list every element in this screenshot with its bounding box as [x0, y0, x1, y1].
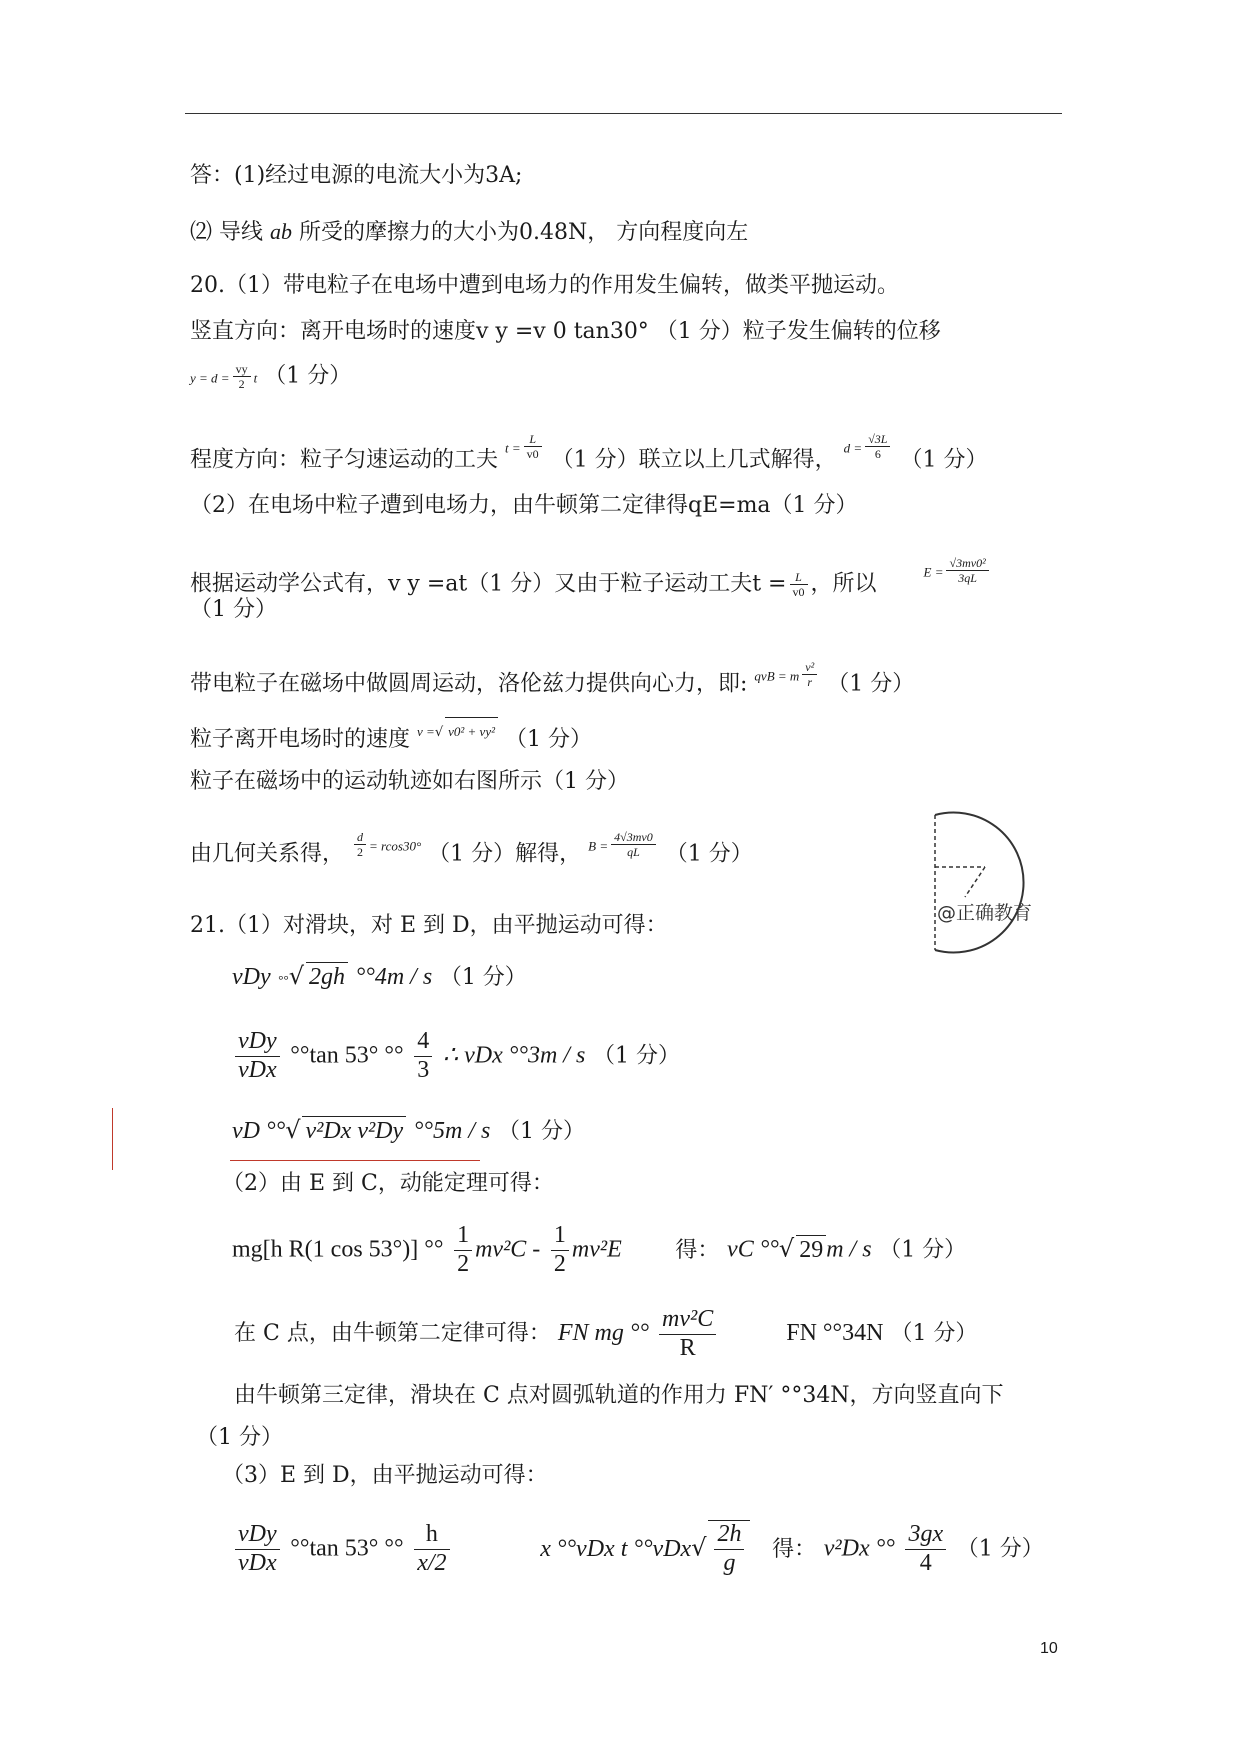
y-eq-den: 2: [238, 377, 245, 391]
y-eq-t: t: [253, 370, 258, 386]
q21-part3: （3）E 到 D，由平抛运动可得：: [222, 1463, 548, 1488]
kin-num: L: [790, 570, 808, 585]
eq4-m2: mv²E: [571, 1236, 622, 1263]
eq2-den: vDx: [238, 1056, 277, 1083]
eq7-res: v²Dx °°: [823, 1535, 895, 1562]
t-eq: [505, 432, 545, 463]
B-eq-fraction: [611, 830, 656, 859]
eq5-num: mv²C: [659, 1306, 716, 1335]
wire-ab: ab: [270, 219, 292, 244]
geo-eq-den: 2: [357, 845, 364, 859]
mag-eq-lhs: qvB = m: [754, 668, 800, 684]
horiz-text-c: （1 分）: [900, 447, 988, 473]
eq4-unit: m / s: [826, 1236, 872, 1263]
eq4-n2: 1: [551, 1222, 569, 1251]
E-eq-fraction: [946, 556, 988, 585]
eq7-root-num: 2h: [714, 1521, 744, 1550]
q20-kinematics: [190, 556, 992, 599]
d-eq-lhs: d =: [843, 440, 863, 456]
horiz-text-b: （1 分）联立以上几式解得，: [551, 447, 837, 473]
q20-displacement: [190, 362, 351, 393]
eq4-half-1: [454, 1222, 472, 1278]
B-eq: [588, 830, 659, 861]
kin-score: （1 分）: [190, 597, 277, 622]
answer-line-2a: ⑵ 导线: [190, 220, 263, 245]
geo-eq-rhs: = rcos30°: [369, 838, 422, 854]
eq1-rhs: °°4m / s: [355, 964, 433, 990]
eq2-ratio-num: 4: [414, 1028, 432, 1057]
vel-text: 粒子离开电场时的速度: [190, 727, 411, 752]
vel-eq: v =√ v0² + vy²: [417, 716, 498, 747]
q21-eq1: vDy °°√ 2gh °°4m / s （1 分）: [232, 962, 527, 990]
q20-vertical: 竖直方向：离开电场时的速度v y =v 0 tan30° （1 分）粒子发生偏转的位移: [190, 319, 941, 344]
y-eq-score: （1 分）: [264, 363, 352, 389]
q21-eq5: [234, 1306, 977, 1362]
eq4-radicand: 29: [796, 1235, 826, 1264]
geo-score: （1 分）: [665, 841, 753, 867]
geo-text-a: 由几何关系得，: [190, 841, 345, 867]
d-eq-num: √3L: [865, 432, 890, 447]
eq5-res: FN °°34N: [786, 1320, 884, 1347]
eq7-get: 得：: [772, 1536, 817, 1562]
eq5-score: （1 分）: [890, 1321, 978, 1347]
eq7-radical: [708, 1520, 750, 1577]
vel-eq-lhs: v =: [417, 724, 435, 739]
eq4-score: （1 分）: [879, 1237, 967, 1263]
eq4-lhs: mg[h R(1 cos 53°)] °°: [232, 1236, 444, 1263]
header-rule: [185, 113, 1062, 114]
q20-horizontal: [190, 432, 987, 475]
mag-eq-fraction: [802, 660, 817, 689]
eq7-res-num: 3gx: [905, 1521, 946, 1550]
q20-heading: 20.（1）带电粒子在电场中遭到电场力的作用发生偏转，做类平抛运动。: [190, 273, 899, 298]
eq4-m1: mv²C -: [475, 1236, 541, 1263]
eq5-den: R: [679, 1334, 696, 1361]
eq4-get: 得：: [675, 1237, 720, 1263]
B-eq-den: qL: [627, 845, 640, 859]
eq7-num: vDy: [235, 1521, 280, 1550]
kin-fraction: [790, 570, 808, 599]
radius-line-2: [965, 867, 985, 897]
eq7-ratio: [414, 1521, 449, 1577]
geo-eq-num: d: [354, 830, 366, 845]
mag-eq: [754, 660, 820, 691]
eq7-ratio-num: h: [414, 1521, 449, 1550]
trajectory-figure: [925, 805, 1060, 955]
q20-velocity: [190, 716, 592, 754]
mag-text: 带电粒子在磁场中做圆周运动，洛伦兹力提供向心力，即:: [190, 671, 748, 697]
watermark-label: @正确教育: [937, 902, 1033, 924]
kin-den: v0: [792, 585, 805, 599]
q21-heading: 21.（1）对滑块，对 E 到 D，由平抛运动可得：: [190, 913, 668, 938]
eq1-score: （1 分）: [439, 965, 527, 990]
kin-text-a: 根据运动学公式有，v y =at（1 分）又由于粒子运动工夫t =: [190, 571, 787, 597]
eq5-lhs: FN mg °°: [557, 1320, 650, 1347]
q20-trajectory: 粒子在磁场中的运动轨迹如右图所示（1 分）: [190, 769, 629, 794]
q21-eq4: mg[h R(1 cos 53°)] °° $\frac{1}{2}$ mv²C - $\frac{1}{2}$ mv²E 得： vC °°√ 29 m / s （1 分）: [232, 1222, 967, 1277]
answer-line-1: 答：(1)经过电源的电流大小为3A;: [190, 163, 523, 188]
eq7-den: vDx: [238, 1549, 277, 1576]
eq1-radicand: 2gh: [306, 962, 348, 991]
arc-trajectory: [935, 813, 1024, 953]
q21-eq2: [232, 1028, 680, 1084]
vel-score: （1 分）: [505, 727, 592, 752]
q20-geometry: [190, 830, 753, 869]
geo-eq: [351, 830, 421, 861]
mag-eq-num: v²: [802, 660, 817, 675]
eq2-rhs: ∴ vDx °°3m / s: [442, 1042, 586, 1069]
eq4-n1: 1: [454, 1222, 472, 1251]
eq7-ratio-den: x/2: [417, 1549, 447, 1576]
B-eq-num: 4√3mv0: [611, 830, 656, 845]
eq7-root-den: g: [723, 1549, 736, 1576]
eq7-x: x °°vDx t °°vDx: [540, 1535, 692, 1562]
mag-eq-den: r: [807, 675, 813, 689]
B-eq-lhs: B =: [588, 838, 609, 854]
eq3-score: （1 分）: [497, 1119, 585, 1144]
eq2-score: （1 分）: [592, 1043, 680, 1069]
q20-part2: （2）在电场中粒子遭到电场力，由牛顿第二定律得qE=ma（1 分）: [190, 493, 858, 518]
eq2-num: vDy: [235, 1028, 280, 1057]
eq2-ratio-den: 3: [417, 1056, 430, 1083]
d-eq-den: 6: [874, 447, 881, 461]
geo-text-b: （1 分）解得，: [428, 841, 582, 867]
eq7-res-den: 4: [919, 1549, 932, 1576]
eq4-res: vC °°: [727, 1236, 779, 1263]
q20-magnetic: [190, 660, 914, 699]
q21-eq3: vD °°√ v²Dx v²Dy °°5m / s （1 分）: [232, 1116, 585, 1144]
eq2-mid: °°tan 53° °°: [290, 1042, 404, 1069]
d-eq: [844, 432, 894, 463]
eq7-mid: °°tan 53° °°: [290, 1535, 404, 1562]
eq7-score: （1 分）: [956, 1536, 1044, 1562]
eq4-half-2: [551, 1222, 569, 1278]
horiz-text-a: 程度方向：粒子匀速运动的工夫: [190, 447, 499, 473]
eq3-lhs: vD °°: [232, 1118, 286, 1144]
eq1-lhs: vDy: [232, 964, 271, 990]
eq4-d1: 2: [457, 1250, 470, 1277]
E-eq-lhs: E =: [923, 564, 944, 580]
t-eq-lhs: t =: [505, 440, 521, 456]
kin-text-b: ，所以: [810, 571, 877, 597]
eq5-fraction: [659, 1306, 716, 1362]
q21-part2: （2）由 E 到 C，动能定理可得：: [222, 1171, 554, 1196]
y-eq-num: vy: [233, 362, 251, 377]
eq2-ratio: [414, 1028, 432, 1084]
d-eq-fraction: [865, 432, 890, 461]
red-underline: [230, 1160, 480, 1161]
y-eq-fraction: [233, 362, 251, 391]
y-eq-lhs: y = d =: [190, 370, 230, 386]
t-eq-den: v0: [526, 447, 539, 461]
eq5-text: 在 C 点，由牛顿第二定律可得：: [234, 1321, 551, 1347]
eq2-fraction: [235, 1028, 280, 1084]
geo-eq-fraction: [354, 830, 366, 859]
E-eq: [924, 556, 992, 587]
q21-eq7: $\frac{\text{vDy}}{\text{vDx}}$ °°tan 53° °° $\frac{h}{x/2}$ x °°vDx t °°vDx√ $\frac{2h}{g}$ 得： v²Dx °° $\frac{3gx}{4}$ （1 分）: [232, 1520, 1044, 1577]
margin-mark: [112, 1108, 113, 1170]
t-eq-num: L: [524, 432, 542, 447]
eq4-d2: 2: [553, 1250, 566, 1277]
answer-line-2c: 所受的摩擦力的大小为0.48N， 方向程度向左: [299, 220, 749, 245]
answer-line-2: [190, 218, 748, 247]
E-eq-den: 3qL: [958, 571, 977, 585]
mag-score: （1 分）: [827, 671, 915, 697]
vel-eq-radicand: v0² + vy²: [445, 717, 498, 746]
t-eq-fraction: [524, 432, 542, 461]
eq1-mid: °°: [278, 972, 289, 987]
q21-newton-score: （1 分）: [196, 1425, 283, 1450]
eq7-root-frac: [714, 1521, 744, 1577]
eq7-result-fraction: [905, 1521, 946, 1577]
E-eq-num: √3mv0²: [946, 556, 988, 571]
eq3-radicand: v²Dx v²Dy: [302, 1116, 406, 1145]
page-number: 10: [1040, 1640, 1058, 1657]
eq7-fraction: [235, 1521, 280, 1577]
q21-newton-third: 由牛顿第三定律，滑块在 C 点对圆弧轨道的作用力 FN′ °°34N，方向竖直向下: [234, 1383, 1004, 1408]
eq3-rhs: °°5m / s: [413, 1118, 491, 1144]
